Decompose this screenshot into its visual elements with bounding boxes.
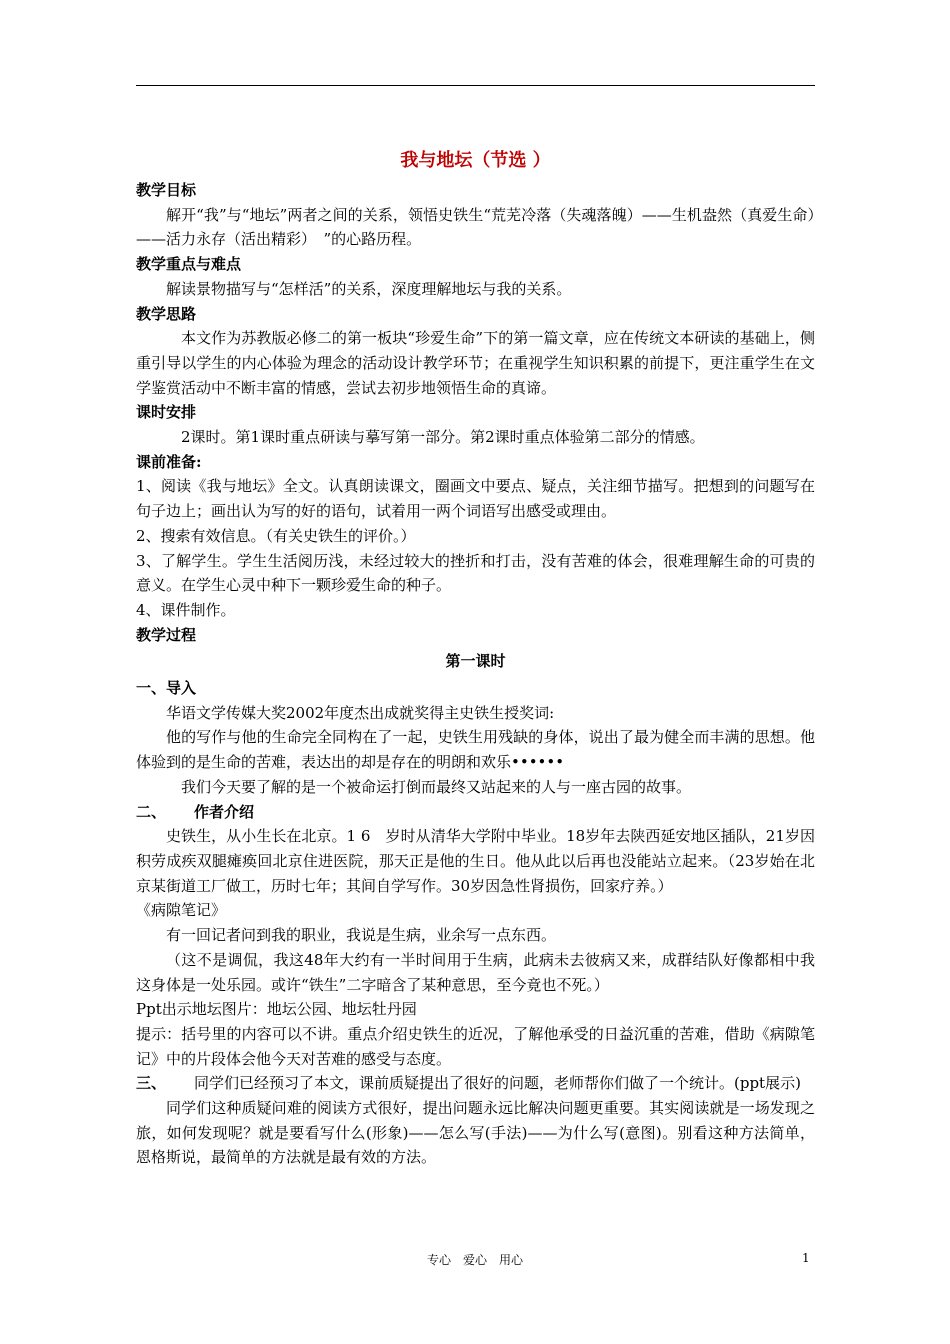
footer-motto: 专心 爱心 用心 bbox=[426, 1253, 523, 1267]
intro-paragraph: 他的写作与他的生命完全同构在了一起，史铁生用残缺的身体，说出了最为健全而丰满的思想。他体验到的是生命的苦难，表达出的却是存在的明朗和欢乐•••••• bbox=[136, 728, 815, 772]
questions-paragraph: 同学们这种质疑问难的阅读方式很好，提出问题永远比解决问题更重要。其实阅读就是一场发现之旅，如何发现呢？就是要看写什么(形象)——怎么写(手法)——为什么写(意图)。别看这种方法简单，恩格斯说，最简单的方法就是最有效的方法。 bbox=[136, 1099, 815, 1167]
author-paragraph: 史铁生，从小生长在北京。1 6 岁时从清华大学附中毕业。18岁年去陕西延安地区插队，21岁因积劳成疾双腿瘫痪回北京住进医院，那天正是他的生日。他从此以后再也没能站立起来。（23岁始在北京某街道工厂做工，历时七年；其间自学写作。30岁因急性肾损伤，回家疗养。） bbox=[136, 827, 815, 895]
document-title: 我与地坛（节选 ） bbox=[400, 150, 551, 171]
section-heading-key-points: 教学重点与难点 bbox=[136, 255, 242, 274]
prep-item: 1、阅读《我与地坛》全文。认真朗读课文，圈画文中要点、疑点，关注细节描写。把想到的问题写在句子边上；画出认为写的好的语句，试着用一两个词语写出感受或理由。 bbox=[136, 477, 815, 521]
ppt-note: Ppt出示地坛图片：地坛公园、地坛牡丹园 bbox=[136, 1000, 417, 1019]
section-heading-goals: 教学目标 bbox=[136, 181, 197, 199]
prep-item: 2、搜索有效信息。（有关史铁生的评价。） bbox=[136, 526, 416, 545]
prep-item: 4、课件制作。 bbox=[136, 600, 236, 619]
part-title: 作者介绍 bbox=[194, 802, 255, 821]
part-heading-author bbox=[136, 800, 815, 825]
book-quote: 有一回记者问到我的职业，我说是生病，业余写一点东西。 bbox=[166, 926, 557, 945]
hint-note: 提示：括号里的内容可以不讲。重点介绍史铁生的近况，了解他承受的日益沉重的苦难，借助《病隙笔记》中的片段体会他今天对苦难的感受与态度。 bbox=[136, 1024, 815, 1068]
section-heading-schedule: 课时安排 bbox=[136, 403, 197, 422]
approach-paragraph: 本文作为苏教版必修二的第一板块“珍爱生命”下的第一篇文章，应在传统文本研读的基础上，侧重引导以学生的内心体验为理念的活动设计教学环节；在重视学生知识积累的前提下，更注重学生在文学鉴赏活动中不断丰富的情感，尝试去初步地领悟生命的真谛。 bbox=[136, 329, 815, 397]
lesson-heading: 第一课时 bbox=[445, 652, 506, 671]
intro-paragraph: 华语文学传媒大奖2002年度杰出成就奖得主史铁生授奖词: bbox=[166, 703, 555, 722]
goals-paragraph: 解开“我”与“地坛”两者之间的关系，领悟史铁生“荒芜冷落（失魂落魄）——生机盎然（真爱生命）——活力永存（活出精彩） ”的心路历程。 bbox=[136, 205, 815, 249]
book-title: 《病隙笔记》 bbox=[136, 901, 227, 920]
schedule-paragraph: 2课时。第1课时重点研读与摹写第一部分。第2课时重点体验第二部分的情感。 bbox=[181, 428, 705, 447]
section-heading-preparation: 课前准备: bbox=[136, 452, 202, 471]
part-heading-intro: 一、导入 bbox=[136, 679, 197, 698]
part-number: 二、 bbox=[136, 802, 167, 821]
section-heading-process: 教学过程 bbox=[136, 625, 197, 644]
key-points-paragraph: 解读景物描写与“怎样活”的关系，深度理解地坛与我的关系。 bbox=[166, 279, 572, 298]
header-rule bbox=[136, 85, 815, 86]
page-number: 1 bbox=[802, 1251, 810, 1265]
section-heading-approach: 教学思路 bbox=[136, 304, 197, 323]
document-body bbox=[136, 146, 815, 1170]
part-heading-questions bbox=[136, 1071, 815, 1096]
part-text: 同学们已经预习了本文，课前质疑提出了很好的问题，老师帮你们做了一个统计。(ppt展示) bbox=[194, 1074, 801, 1093]
book-quote: （这不是调侃，我这48年大约有一半时间用于生病，此病未去彼病又来，成群结队好像都相中我这身体是一处乐园。或许“铁生”二字暗含了某种意思，至今竟也不死。） bbox=[136, 950, 815, 994]
prep-item: 3、了解学生。学生生活阅历浅，未经过较大的挫折和打击，没有苦难的体会，很难理解生命的可贵的意义。在学生心灵中种下一颗珍爱生命的种子。 bbox=[136, 551, 815, 595]
part-number: 三、 bbox=[136, 1074, 167, 1093]
intro-paragraph: 我们今天要了解的是一个被命运打倒而最终又站起来的人与一座古园的故事。 bbox=[181, 777, 692, 796]
